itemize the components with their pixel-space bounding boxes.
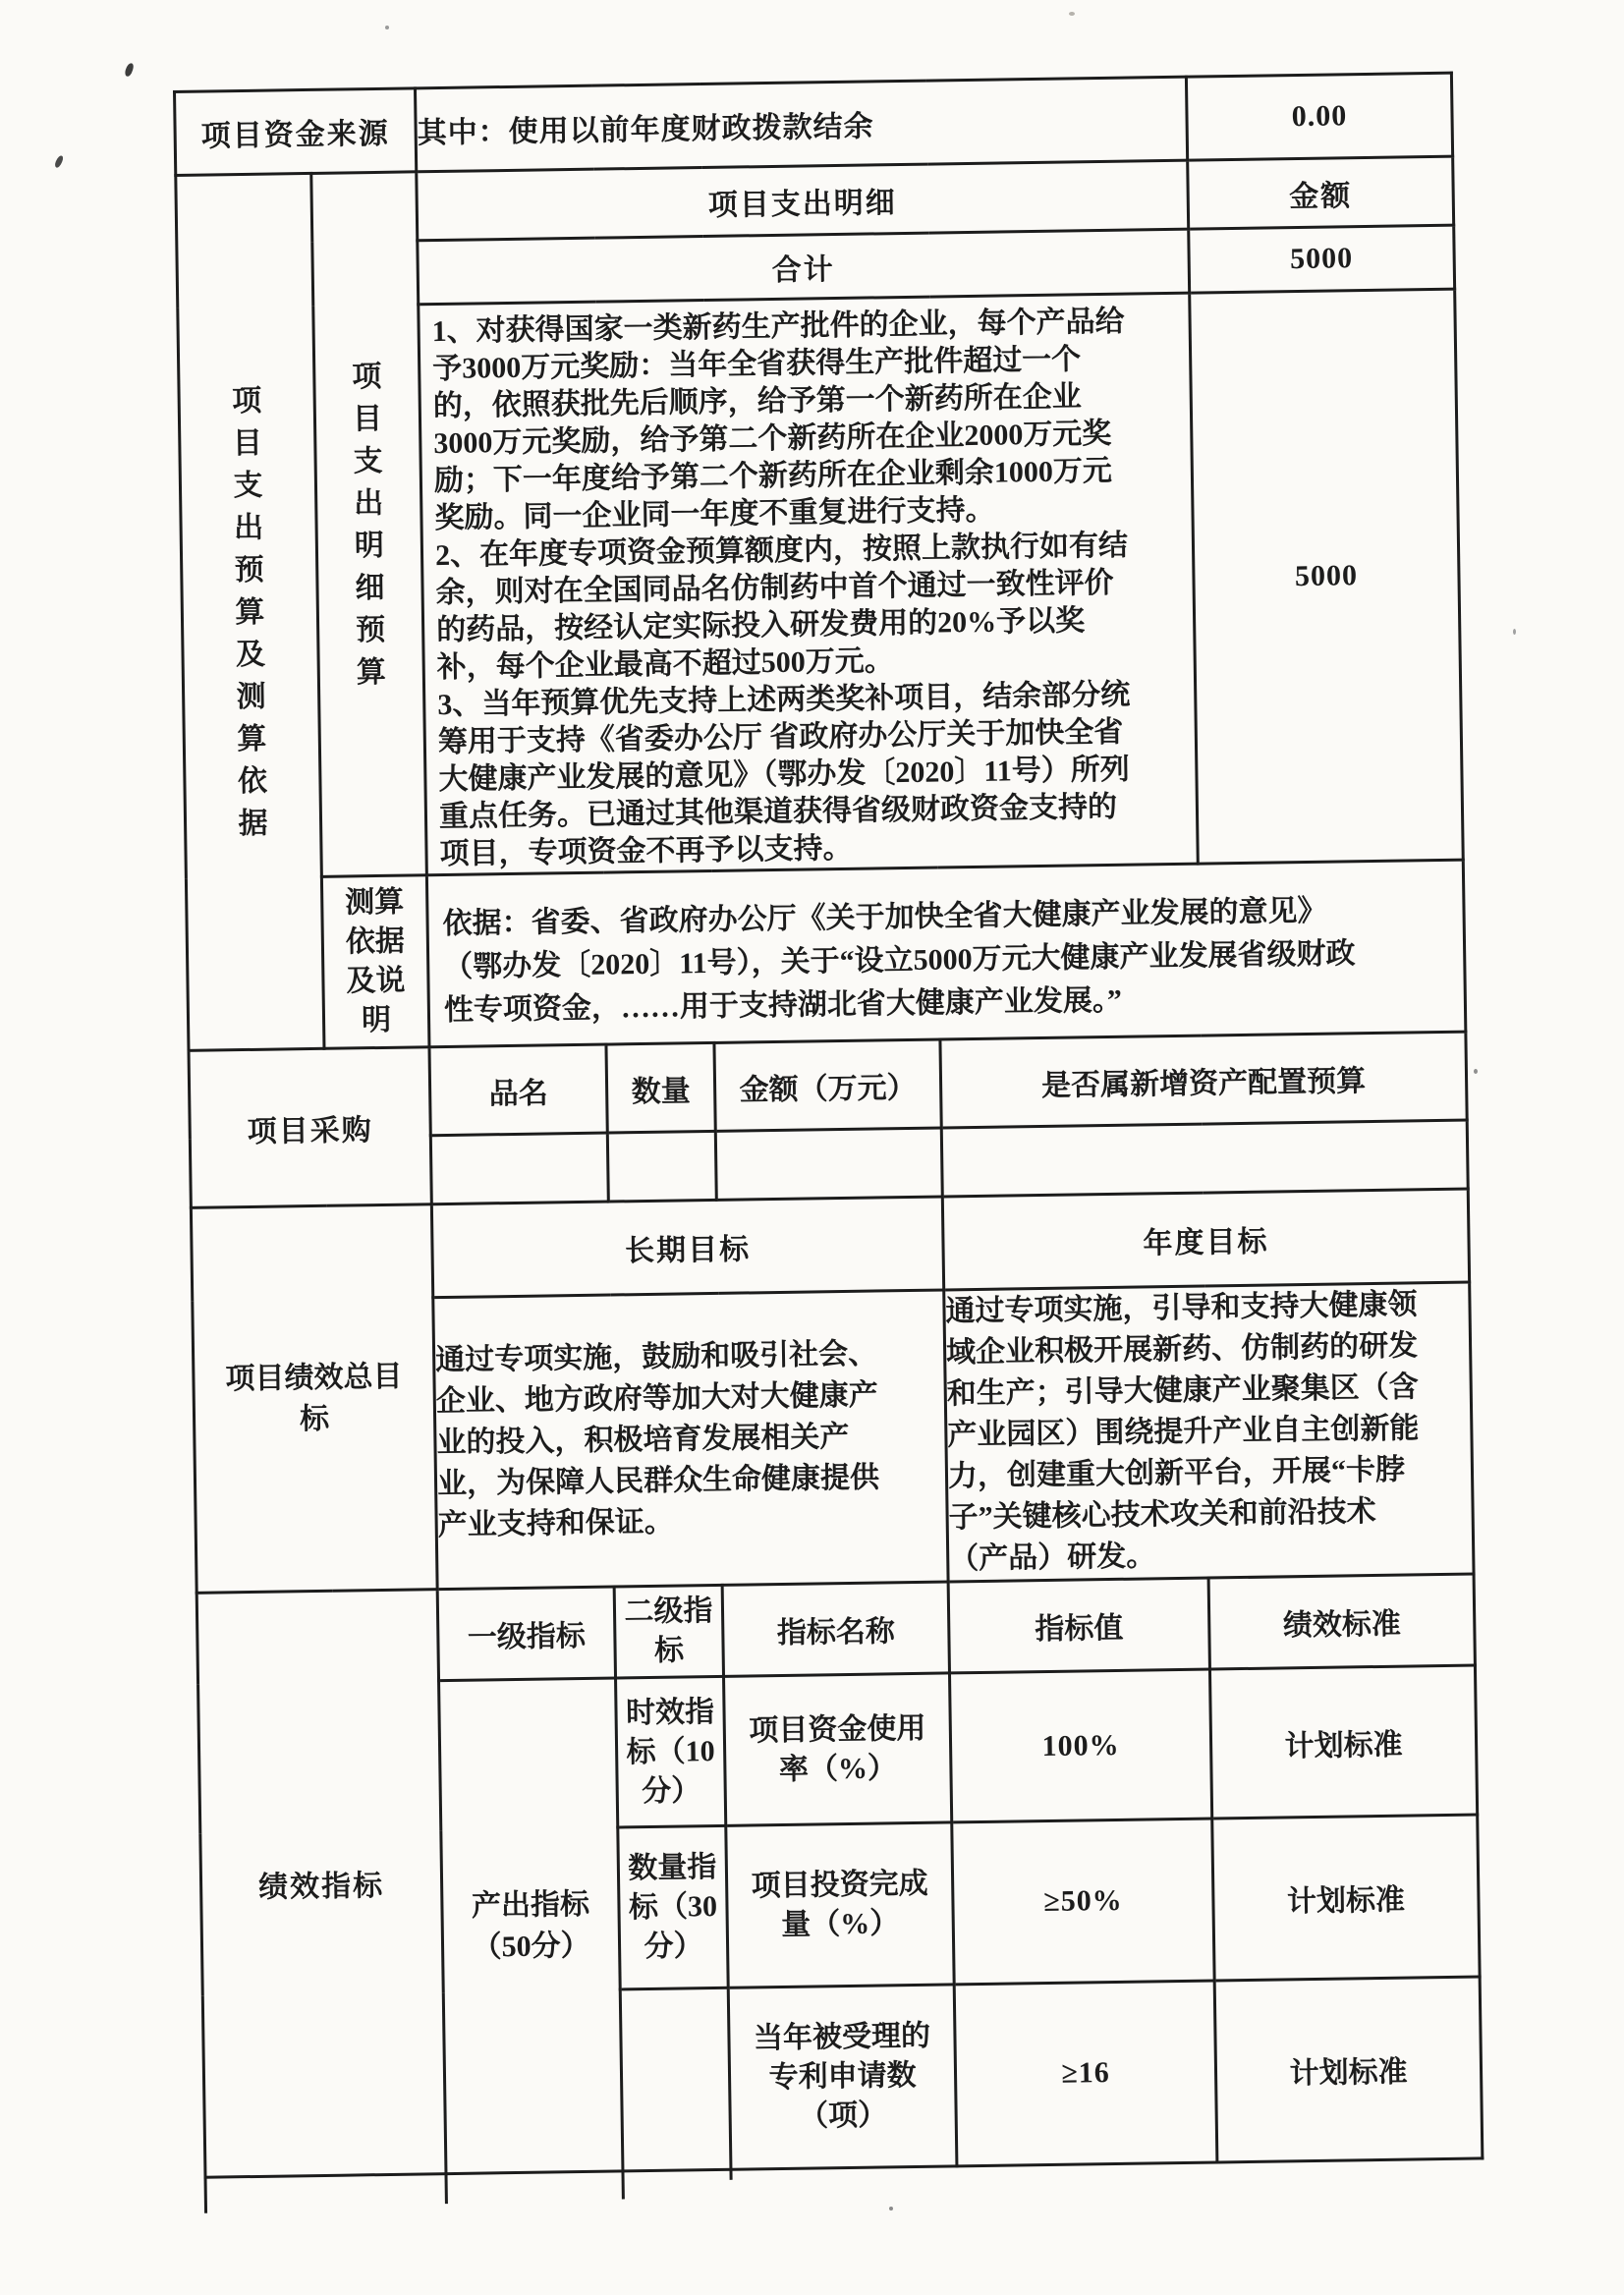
cell-procurement-header-amount: 金额（万元） (714, 1039, 941, 1131)
performance-label-text: 绩效指标 (257, 1870, 385, 1904)
longterm-text-block: 通过专项实施，鼓励和吸引社会、企业、地方政府等加大对大健康产业的投入，积极培育发展相关产业，为保障人民群众生命健康提供产业支持和保证。 (434, 1337, 880, 1542)
cell-detail-header: 项目支出明细 (417, 160, 1189, 241)
cell-funding-source-label: 项目资金来源 (175, 88, 417, 176)
cell-perf-header-value: 指标值 (948, 1578, 1209, 1673)
cell-perf-header-level1: 一级指标 (437, 1587, 615, 1681)
cell-procurement-asset-value (941, 1120, 1468, 1197)
cell-expenditure-section-label (176, 173, 324, 1050)
cell-perf-row3-value: ≥16 (954, 1981, 1217, 2166)
detail-paragraph-2: 2、在年度专项资金预算额度内，按照上款执行如有结余，则对在全国同品名仿制药中首个通过一致性评价的药品，按经认定实际投入研发费用的20%予以奖补，每个企业最高不超过500万元。 (434, 529, 1129, 685)
cell-total-label: 合计 (418, 229, 1190, 305)
scan-speck (54, 154, 64, 168)
cell-perf-row3-level2 (620, 1987, 731, 2171)
cell-procurement-header-asset: 是否属新增资产配置预算 (940, 1032, 1467, 1128)
cell-amount-header: 金额 (1188, 156, 1454, 229)
cell-longterm-text (433, 1290, 948, 1590)
cell-procurement-header-name: 品名 (429, 1044, 607, 1136)
cell-detail-amount: 5000 (1190, 289, 1464, 864)
perf-row2-name-text: 项目投资完成量（%） (751, 1867, 928, 1942)
perf-header-level2-text: 二级指标 (624, 1595, 713, 1667)
cell-procurement-label: 项目采购 (189, 1047, 431, 1208)
cell-perf-row1-name (724, 1673, 952, 1825)
cell-procurement-name-value (430, 1133, 608, 1204)
cell-procurement-qty-value (607, 1131, 716, 1202)
cell-perf-level1 (439, 1678, 623, 2174)
cell-perf-row3-name (728, 1985, 957, 2169)
cell-perf-header-level2 (614, 1585, 723, 1678)
scan-speck (124, 62, 135, 77)
cell-procurement-header-qty: 数量 (606, 1042, 715, 1133)
table-edge-cutoff-line (203, 2176, 207, 2213)
cell-longterm-header: 长期目标 (431, 1197, 943, 1298)
cell-funding-source-item: 其中：使用以前年度财政拨款结余 (415, 77, 1187, 172)
cell-basis-text (426, 860, 1465, 1047)
scan-speck (889, 2207, 893, 2211)
scan-speck (385, 26, 389, 29)
scan-speck (1069, 12, 1075, 16)
cell-perf-row2-standard: 计划标准 (1212, 1815, 1480, 1981)
budget-table (173, 72, 1484, 2179)
cell-basis-label (321, 875, 429, 1049)
scan-speck (1474, 1069, 1478, 1074)
cell-detail-budget-label (311, 172, 427, 877)
cell-overall-goal-label (191, 1204, 437, 1594)
cell-perf-row2-level2 (618, 1825, 728, 1989)
cell-total-value: 5000 (1189, 225, 1455, 293)
perf-row3-name-text: 当年被受理的专利申请数（项） (753, 2019, 931, 2133)
scan-speck (1513, 629, 1516, 635)
table-edge-cutoff-line (444, 2172, 447, 2204)
cell-perf-row3-standard: 计划标准 (1214, 1977, 1483, 2162)
perf-level1-text: 产出指标（50分） (471, 1887, 590, 1964)
cell-annual-header: 年度目标 (942, 1189, 1469, 1290)
basis-text-block: 依据：省委、省政府办公厅《关于加快全省大健康产业发展的意见》（鄂办发〔2020〕11号），关于“设立5000万元大健康产业发展省级财政性专项资金，……用于支持湖北省大健康产业发展。” (442, 894, 1356, 1028)
cell-perf-row2-value: ≥50% (952, 1819, 1214, 1985)
detail-paragraphs-block (420, 296, 1141, 874)
expenditure-section-label-text: 项目支出预算及测算依据 (231, 384, 268, 840)
cell-perf-row1-standard: 计划标准 (1209, 1665, 1477, 1819)
cell-performance-label (196, 1590, 446, 2178)
cell-procurement-amount-value (715, 1128, 942, 1200)
basis-label-text: 测算依据及说明 (345, 885, 406, 1037)
cell-perf-header-name: 指标名称 (722, 1582, 949, 1676)
perf-row2-level2-text: 数量指标（30分） (628, 1850, 718, 1964)
cell-perf-header-standard: 绩效标准 (1208, 1574, 1475, 1669)
perf-row1-level2-text: 时效指标（10分） (625, 1695, 715, 1808)
cell-annual-text (944, 1282, 1474, 1582)
cell-perf-row1-level2 (616, 1676, 726, 1827)
cell-perf-row1-value: 100% (949, 1669, 1211, 1822)
detail-paragraph-3: 3、当年预算优先支持上述两类奖补项目，结余部分统筹用于支持《省委办公厅 省政府办公厅关于加快全省大健康产业发展的意见》（鄂办发〔2020〕11号）所列重点任务。已通过其他渠道获得省级财政资金支持的项目，专项资金不再予以支持。 (437, 678, 1131, 871)
cell-perf-row2-name (726, 1822, 954, 1987)
detail-budget-label-text: 项目支出明细预算 (352, 360, 387, 689)
table-edge-cutoff-line (729, 2168, 732, 2180)
cell-funding-source-value: 0.00 (1186, 73, 1452, 160)
table-edge-cutoff-line (621, 2169, 624, 2199)
cell-detail-paragraphs (419, 293, 1199, 875)
annual-text-block: 通过专项实施，引导和支持大健康领域企业积极开展新药、仿制药的研发和生产；引导大健康产业聚集区（含产业园区）围绕提升产业自主创新能力，创建重大创新平台，开展“卡脖子”关键核心技术攻关和前沿技术（产品）研发。 (945, 1288, 1420, 1576)
overall-goal-label-text: 项目绩效总目标 (225, 1360, 403, 1435)
perf-row1-name-text: 项目资金使用率（%） (749, 1711, 926, 1786)
detail-paragraph-1: 1、对获得国家一类新药生产批件的企业，每个产品给予3000万元奖励：当年全省获得生产批件超过一个的，依照获批先后顺序，给予第一个新药所在企业3000万元奖励，给予第二个新药所在企业2000万元奖励；下一年度给予第二个新药所在企业剩余1000万元奖励。同一企业同一年度不重复进行支持。 (431, 305, 1125, 535)
budget-table-sheet (173, 72, 1481, 2179)
